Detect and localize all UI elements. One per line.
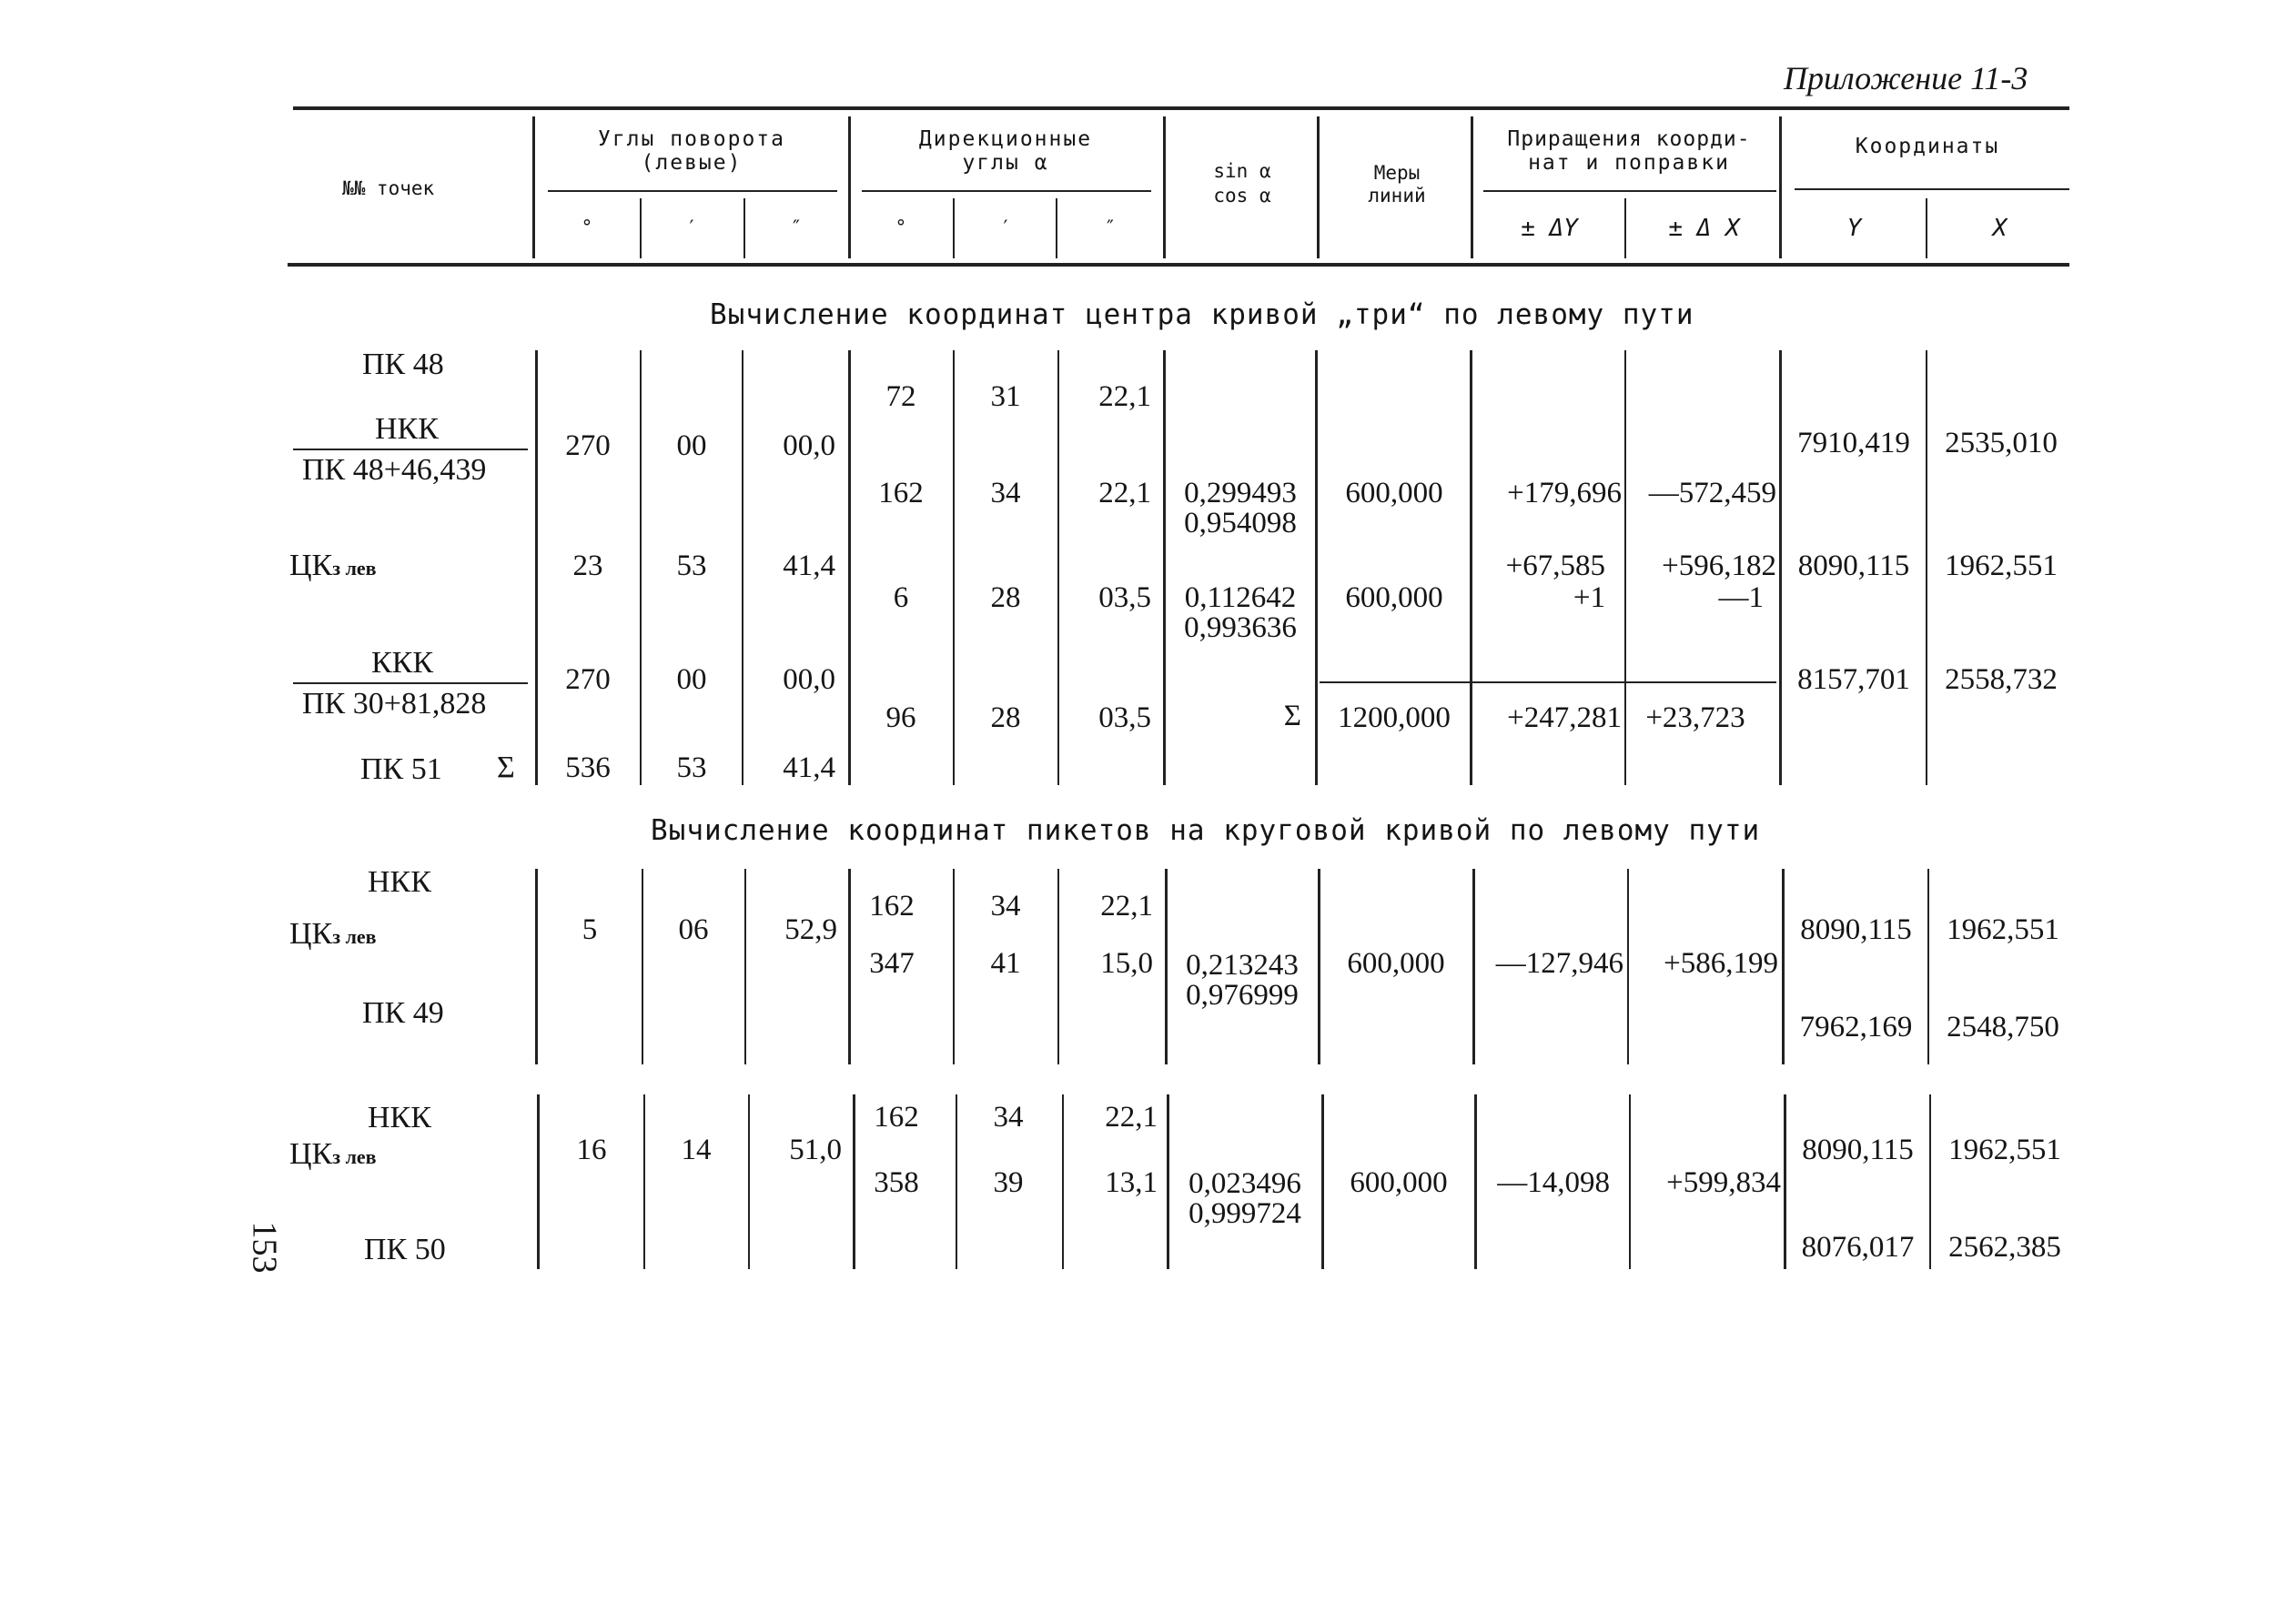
header-y: Y — [1846, 215, 1862, 242]
s2a-turn-min: 06 — [678, 913, 709, 946]
s1-dir-sec: 03,5 — [1098, 581, 1151, 614]
s2a-vline — [535, 869, 538, 1064]
header-dir-angles-2: углы α — [962, 151, 1049, 175]
s1-turn-sec: 00,0 — [783, 429, 835, 462]
hdr-vline — [1317, 116, 1320, 258]
s1-vline — [1315, 350, 1318, 785]
s1-dir-min: 28 — [990, 701, 1021, 734]
s1-dir-min: 28 — [990, 581, 1021, 614]
header-sin: sin α — [1213, 160, 1271, 182]
table-header-bottom-rule — [288, 263, 2069, 267]
s2a-dir-sec: 15,0 — [1100, 947, 1153, 980]
fraction-rule — [293, 682, 528, 684]
hdr-vline — [1163, 116, 1166, 258]
label-ck: ЦКз лев — [289, 1137, 377, 1171]
coords-rule — [1795, 188, 2069, 190]
s2b-vline — [956, 1094, 957, 1269]
hdr-vline — [1926, 198, 1927, 258]
label-pk51: ПК 51 — [360, 752, 442, 786]
fraction-rule — [293, 449, 528, 450]
s1-length: 600,000 — [1345, 581, 1443, 614]
header-coords: Координаты — [1855, 135, 2000, 158]
s2b-dy: —14,098 — [1497, 1166, 1610, 1199]
label-ck: ЦКз лев — [289, 917, 377, 951]
s2b-turn-deg: 16 — [576, 1134, 607, 1166]
s2b-coord-y: 8076,017 — [1801, 1231, 1915, 1264]
header-min: ′ — [999, 217, 1012, 238]
s2a-dir-sec: 22,1 — [1100, 890, 1153, 922]
s1-length-sum: 1200,000 — [1338, 701, 1451, 734]
s2b-cos: 0,999724 — [1188, 1197, 1301, 1230]
s2a-dir-min: 41 — [990, 947, 1021, 980]
label-pk48: ПК 48 — [362, 348, 444, 381]
s1-vline — [1926, 350, 1927, 785]
s2a-vline — [744, 869, 746, 1064]
s1-coord-y: 8090,115 — [1797, 549, 1910, 582]
s1-dir-deg: 6 — [893, 581, 909, 614]
label-sigma: Σ — [497, 751, 515, 784]
s1-dy: +67,585 — [1505, 549, 1605, 582]
s2b-vline — [537, 1094, 540, 1269]
s1-turn-min: 53 — [676, 751, 707, 784]
s1-dx: —572,459 — [1648, 477, 1776, 509]
header-increments-2: нат и поправки — [1528, 151, 1730, 175]
label-pk49: ПК 49 — [362, 996, 444, 1030]
s1-dir-deg: 72 — [885, 380, 916, 413]
s1-dx-sum: +23,723 — [1645, 701, 1745, 734]
s2b-dx: +599,834 — [1666, 1166, 1781, 1199]
header-turn-angles-2: (левые) — [641, 151, 743, 175]
hdr-vline — [1056, 198, 1057, 258]
s1-coord-y: 7910,419 — [1797, 427, 1910, 459]
s2b-dir-deg: 162 — [874, 1101, 919, 1134]
label-ck: ЦКз лев — [289, 549, 377, 582]
s2b-dir-sec: 22,1 — [1105, 1101, 1158, 1134]
s1-cos: 0,993636 — [1184, 611, 1297, 644]
s2b-dir-sec: 13,1 — [1105, 1166, 1158, 1199]
s1-dy: +179,696 — [1507, 477, 1622, 509]
s1-length: 600,000 — [1345, 477, 1443, 509]
label-nkk: НКК — [368, 865, 431, 899]
s1-dir-deg: 96 — [885, 701, 916, 734]
s2b-vline — [1062, 1094, 1064, 1269]
section1-caption: Вычисление координат центра кривой „три“ по левому пути — [710, 298, 1694, 331]
s1-vline — [742, 350, 743, 785]
s1-dir-sec: 03,5 — [1098, 701, 1151, 734]
s2a-dx: +586,199 — [1664, 947, 1778, 980]
s1-turn-min: 00 — [676, 429, 707, 462]
header-min: ′ — [685, 217, 698, 238]
s2a-vline — [1057, 869, 1059, 1064]
s1-turn-min: 00 — [676, 663, 707, 696]
s1-coord-x: 2535,010 — [1945, 427, 2058, 459]
s2a-sin: 0,213243 — [1186, 949, 1299, 982]
s1-vline — [1624, 350, 1626, 785]
s2a-coord-x: 1962,551 — [1947, 913, 2059, 946]
s1-sin: 0,299493 — [1184, 477, 1297, 509]
s2a-vline — [1165, 869, 1168, 1064]
page-number: 153 — [245, 1221, 284, 1274]
s1-dir-min: 34 — [990, 477, 1021, 509]
s2a-vline — [642, 869, 643, 1064]
s1-vline — [1163, 350, 1166, 785]
s2b-vline — [1629, 1094, 1631, 1269]
header-turn-angles-1: Углы поворота — [597, 127, 785, 151]
turn-angles-rule — [548, 190, 837, 192]
s2a-turn-sec: 52,9 — [784, 913, 837, 946]
appendix-label: Приложение 11-3 — [1784, 60, 2028, 96]
s2a-dy: —127,946 — [1495, 947, 1623, 980]
s1-turn-min: 53 — [676, 549, 707, 582]
s1-turn-deg: 270 — [565, 663, 611, 696]
section2-caption: Вычисление координат пикетов на круговой кривой по левому пути — [651, 814, 1761, 847]
s2a-vline — [953, 869, 955, 1064]
s2b-turn-min: 14 — [681, 1134, 712, 1166]
hdr-vline — [532, 116, 535, 258]
s2a-coord-x: 2548,750 — [1947, 1011, 2059, 1043]
s2b-length: 600,000 — [1350, 1166, 1448, 1199]
header-dy: ± ΔY — [1521, 215, 1578, 242]
header-cos: cos α — [1213, 185, 1271, 207]
label-pk48-46: ПК 48+46,439 — [302, 453, 487, 487]
header-sec: ″ — [790, 217, 803, 238]
s2a-turn-deg: 5 — [582, 913, 598, 946]
s1-dx-corr: —1 — [1718, 581, 1764, 614]
s2b-coord-x: 2562,385 — [1948, 1231, 2061, 1264]
s1-dir-deg: 162 — [878, 477, 924, 509]
s1-dx: +596,182 — [1662, 549, 1776, 582]
header-points: №№ точек — [342, 177, 435, 199]
s1-turn-deg: 536 — [565, 751, 611, 784]
s1-turn-deg: 270 — [565, 429, 611, 462]
s2b-vline — [1167, 1094, 1169, 1269]
label-pk30: ПК 30+81,828 — [302, 687, 487, 721]
increments-rule — [1483, 190, 1776, 192]
s1-turn-deg: 23 — [572, 549, 603, 582]
s1-coord-x: 2558,732 — [1945, 663, 2058, 696]
table-top-rule — [293, 106, 2069, 110]
s1-dir-min: 31 — [990, 380, 1021, 413]
label-nkk: НКК — [375, 412, 439, 446]
header-sec: ″ — [1104, 217, 1117, 238]
s1-coord-x: 1962,551 — [1945, 549, 2058, 582]
label-kkk: ККК — [371, 646, 434, 680]
s2a-dir-min: 34 — [990, 890, 1021, 922]
s2b-coord-x: 1962,551 — [1948, 1134, 2061, 1166]
s1-sum-sigma: Σ — [1283, 700, 1301, 732]
s2b-dir-deg: 358 — [874, 1166, 919, 1199]
s2a-coord-y: 7962,169 — [1799, 1011, 1913, 1043]
s2a-vline — [1927, 869, 1929, 1064]
hdr-vline — [1624, 198, 1626, 258]
s1-dir-sec: 22,1 — [1098, 477, 1151, 509]
s2b-vline — [1929, 1094, 1931, 1269]
s2a-vline — [1318, 869, 1320, 1064]
s1-vline — [1057, 350, 1059, 785]
s2b-dir-min: 34 — [993, 1101, 1024, 1134]
header-dir-angles-1: Дирекционные — [918, 127, 1093, 151]
s1-dy-corr: +1 — [1573, 581, 1605, 614]
hdr-vline — [1471, 116, 1473, 258]
label-nkk: НКК — [368, 1101, 431, 1134]
s1-turn-sec: 00,0 — [783, 663, 835, 696]
header-deg: ° — [895, 217, 907, 238]
s2b-dir-min: 39 — [993, 1166, 1024, 1199]
header-increments-1: Приращения коорди- — [1507, 127, 1751, 151]
dir-angles-rule — [862, 190, 1151, 192]
s2a-length: 600,000 — [1347, 947, 1445, 980]
label-pk50: ПК 50 — [364, 1233, 446, 1266]
s2a-coord-y: 8090,115 — [1800, 913, 1912, 946]
s2a-cos: 0,976999 — [1186, 979, 1299, 1012]
s1-coord-y: 8157,701 — [1797, 663, 1910, 696]
hdr-vline — [953, 198, 955, 258]
s1-sum-rule — [1320, 681, 1776, 683]
header-lengths-2: линий — [1368, 185, 1426, 207]
s2b-vline — [643, 1094, 645, 1269]
s1-turn-sec: 41,4 — [783, 751, 835, 784]
s1-cos: 0,954098 — [1184, 507, 1297, 539]
s1-dir-sec: 22,1 — [1098, 380, 1151, 413]
s1-dy-sum: +247,281 — [1507, 701, 1622, 734]
s2a-dir-deg: 347 — [869, 947, 915, 980]
hdr-vline — [743, 198, 745, 258]
s2a-dir-deg: 162 — [869, 890, 915, 922]
s1-turn-sec: 41,4 — [783, 549, 835, 582]
header-lengths-1: Меры — [1373, 162, 1421, 184]
s2b-turn-sec: 51,0 — [789, 1134, 842, 1166]
s2b-coord-y: 8090,115 — [1802, 1134, 1914, 1166]
header-x: X — [1992, 215, 2008, 242]
s1-sin: 0,112642 — [1184, 581, 1297, 614]
header-deg: ° — [581, 217, 593, 238]
header-dx: ± Δ X — [1668, 215, 1740, 242]
s1-vline — [953, 350, 955, 785]
s2b-sin: 0,023496 — [1188, 1167, 1301, 1200]
s2b-vline — [748, 1094, 750, 1269]
